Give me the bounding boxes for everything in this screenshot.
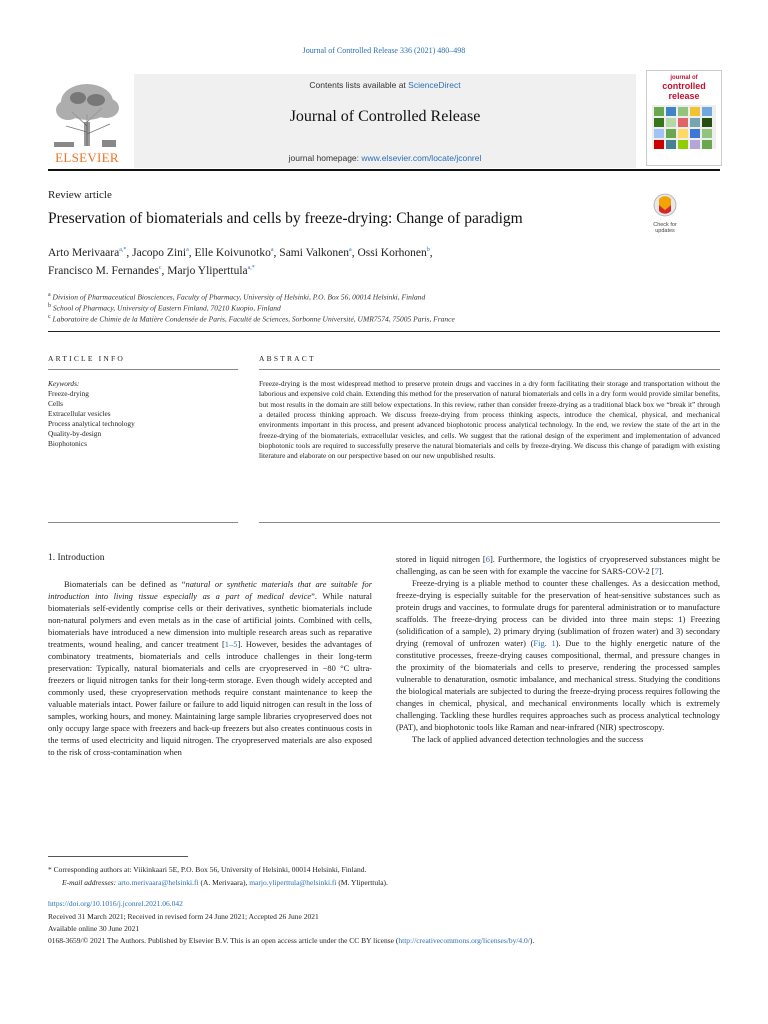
keyword-item[interactable]: Quality-by-design (48, 429, 102, 438)
text-run: ”. While natural biomaterials self-evidently comprise cells or their derivatives, synthetic biomaterials include non-natural polymers and even metals as in the case of artificial joints. Combined with cells, biomaterials have introduced a new dimension into multiple research areas such as reparative treatments, wound healing, and cancer treatment [ (48, 591, 372, 650)
check-updates-line-2: updates (655, 228, 675, 234)
text-run: ]. However, besides the advantages of combinatory treatments, biomaterials and cells introduce challenges in their long-term preservation: Typically, natural biomaterials and cells are cryopreserved in −80 °C ultra-freezers or liquid nitrogen tanks for their long-term storage. Even though widely accepted and commonly used, these cryopreservation methods require constant maintenance to keep the valuable materials intact. Power failure or failure to add liquid nitrogen can result in the loss of samples, working hours, and money. Maintaining large sample libraries cryopreserved does not only occupy large space with freezers and back-up freezers but also creates continuous costs in the terms of used electricity and liquid nitrogen. The cryopreserved materials are also exposed to the risk of cross-contamination when (48, 639, 372, 758)
author-name[interactable]: Ossi Korhonen (357, 247, 427, 259)
keywords-title: Keywords: (48, 379, 80, 388)
abstract-rule-bottom (259, 522, 720, 523)
text-run: Biomaterials can be defined as “ (64, 579, 186, 589)
cover-line-3: release (668, 91, 700, 101)
intro-paragraph-3: The lack of applied advanced detection technologies and the success (412, 734, 644, 745)
reference-link[interactable]: 7 (654, 566, 659, 577)
author-affiliation-mark[interactable]: a,* (247, 265, 255, 272)
figure-link[interactable]: Fig. 1 (533, 638, 556, 649)
abstract-rule (259, 369, 720, 370)
article-info-heading: ARTICLE INFO (48, 354, 125, 363)
received-dates: Received 31 March 2021; Received in revised form 24 June 2021; Accepted 26 June 2021 (48, 912, 319, 921)
author-affiliation-mark[interactable]: c (158, 265, 162, 272)
footnote-text: Corresponding authors at: Viikinkaari 5E, P.O. Box 56, University of Helsinki, 00014 Helsinki, Finland. (53, 865, 367, 874)
affiliation-mark: a (48, 292, 51, 298)
header-divider (48, 169, 720, 171)
elsevier-wordmark: ELSEVIER (55, 150, 119, 165)
affiliations-divider (48, 331, 720, 332)
article-title: Preservation of biomaterials and cells by freeze-drying: Change of paradigm (48, 210, 523, 227)
email-owner: (M. Yliperttula). (338, 878, 388, 887)
keyword-item[interactable]: Freeze-drying (48, 389, 89, 398)
text-run: ]. (658, 566, 664, 577)
author-list-line-1: Arto Merivaara$^{a,*}$, Jacopo Zini$^a$, Elle Koivunotko$^a$, Sami Valkonen$^a$, Ossi Korhonen$^b$, (48, 247, 433, 259)
reference-link[interactable]: 1–5 (224, 639, 238, 650)
text-run: ). Due to the highly energetic nature of the constitutive processes, freeze-drying causes compositional, thermal, and pressure changes in the proximity of the biomaterials and cells to preserve, rendering the processed samples vulnerable to denaturation, osmotic imbalance, and mechanical stress. Studying the conditions the biological materials are subjected to during the freeze-drying process requires following the changes in chemical, physical, and mechanical environments locally which is extremely challenging. Tackling these hurdles requires approaches such as process analytical technology (PAT), and biophotonic tools like Raman and near-infrared (NIR) spectroscopy. (396, 638, 720, 733)
journal-citation[interactable]: Journal of Controlled Release 336 (2021) 480–498 (302, 46, 466, 55)
author-name[interactable]: Jacopo Zini (132, 247, 187, 259)
author-list-line-2: Francisco M. Fernandes$^c$, Marjo Yliperttula$^{a,*}$ (48, 265, 255, 277)
journal-homepage-line (134, 153, 636, 163)
body-column-left (48, 578, 372, 758)
text-run: Freeze-drying is a pliable method to counter these challenges. As a desiccation method, freeze-drying is especially suitable for the preservation of heat-sensitive substances such as protein drugs and vaccines, to formulate drugs for parenteral administration or to manufacture scaffolds. The freeze-drying process can be divided into three main steps: 1) Freezing (solidification of a sample), 2) primary drying (sublimation of frozen water) and 3) secondary drying (removal of unfrozen water) ( (396, 578, 720, 649)
cover-line-1: journal of (670, 75, 698, 81)
check-updates-line-1: Check for (653, 222, 677, 228)
text-run: stored in liquid nitrogen [ (396, 554, 486, 564)
section-heading-introduction: 1. Introduction (48, 553, 105, 563)
keyword-item[interactable]: Extracellular vesicles (48, 409, 111, 418)
email-addresses-note (62, 878, 388, 887)
journal-title: Journal of Controlled Release (289, 108, 481, 125)
doi-link[interactable]: https://doi.org/10.1016/j.jconrel.2021.06.042 (48, 899, 183, 908)
license-link[interactable]: http://creativecommons.org/licenses/by/4.0/ (398, 936, 530, 945)
homepage-link[interactable]: www.elsevier.com/locate/jconrel (361, 153, 482, 163)
affiliation-a (48, 292, 425, 302)
intro-paragraph-continued (396, 553, 720, 577)
footnote-marker: * (48, 865, 52, 874)
license-statement (48, 936, 534, 945)
email-link[interactable]: arto.merivaara@helsinki.fi (117, 878, 199, 887)
author-affiliation-mark[interactable]: a (270, 247, 274, 254)
author-affiliation-mark[interactable]: a (349, 247, 352, 254)
contents-available-line (134, 80, 636, 90)
reference-link[interactable]: 6 (485, 554, 490, 564)
cover-line-2: controlled (662, 81, 706, 91)
keyword-item[interactable]: Biophotonics (48, 439, 87, 448)
author-affiliation-mark[interactable]: a,* (119, 247, 127, 254)
check-for-updates-label (645, 222, 685, 234)
affiliation-b (48, 303, 281, 313)
email-owner: (A. Merivaara), (200, 878, 248, 887)
author-affiliation-mark[interactable]: a (186, 247, 189, 254)
email-link[interactable]: marjo.yliperttula@helsinki.fi (249, 878, 337, 887)
contents-prefix: Contents lists available at (309, 80, 409, 90)
text-run: 0168-3659/© 2021 The Authors. Published by Elsevier B.V. This is an open access article under the CC BY license ( (48, 936, 399, 945)
affiliation-text: Division of Pharmaceutical Biosciences, Faculty of Pharmacy, University of Helsinki, P.O. Box 56, 00014 Helsinki, Finland (52, 292, 426, 302)
author-name[interactable]: Sami Valkonen (279, 247, 350, 259)
author-name[interactable]: Elle Koivunotko (194, 247, 271, 259)
sciencedirect-link[interactable]: ScienceDirect (408, 80, 461, 90)
quoted-definition: natural or synthetic materials that are suitable for introduction into living tissue especially as a part of medical device (48, 579, 372, 602)
available-online-date: Available online 30 June 2021 (48, 924, 140, 933)
article-info-rule (48, 369, 238, 370)
affiliation-c (48, 314, 455, 324)
affiliation-text: Laboratoire de Chimie de la Matière Condensée de Paris, Faculté de Sciences, Sorbonne Université, UMR7574, 75005 Paris, France (52, 314, 455, 324)
email-label: E-mail addresses: (62, 878, 117, 887)
article-info-rule-bottom (48, 522, 238, 523)
keywords-block (48, 379, 238, 449)
cover-image-grid (652, 105, 716, 149)
affiliation-mark: b (48, 303, 51, 309)
keyword-item[interactable]: Cells (48, 399, 63, 408)
intro-paragraph-2 (396, 577, 720, 733)
homepage-prefix: journal homepage: (288, 153, 362, 163)
keyword-item[interactable]: Process analytical technology (48, 419, 135, 428)
author-affiliation-mark[interactable]: b (426, 247, 430, 254)
abstract-heading: ABSTRACT (259, 354, 316, 363)
text-run: ). (529, 936, 535, 945)
author-name[interactable]: Francisco M. Fernandes (48, 265, 159, 277)
text-run: ]. Furthermore, the logistics of cryopreserved substances might be challenging, as can be seen with for example the vaccine for SARS-COV-2 [ (396, 554, 720, 577)
footnote-divider (48, 856, 188, 857)
corresponding-author-note (48, 865, 366, 874)
intro-paragraph-1 (48, 578, 372, 758)
author-name[interactable]: Marjo Yliperttula (167, 265, 248, 277)
article-type: Review article (48, 189, 112, 201)
abstract-text: Freeze-drying is the most widespread method to preserve protein drugs and vaccines in a dry form facilitating their storage and transportation without the laborious and expensive cold chain. Extending this method for the preservation of natural biomaterials and cells in a dry form would provide similar benefits, but most results in the domain are still below expectations. In this review, rather than consider freeze-drying as a traditional black box we “break it” through a detailed process thinking approach. We discuss freeze-drying from process thinking aspects, introduce the chemical, physical, and mechanical environments important in this process, and present advanced biophotonic process analytical technology. In the end, we review the state of the art in the freeze-drying of the biomaterials, extracellular vesicles, and cells. We suggest that the rational design of the experiment and implementation of advanced biophotonic tools are required to successfully preserve the natural biomaterials and cells by freeze-drying. We discuss this change of paradigm with existing literature and elaborate on our perspective based on our new unpublished results. (259, 379, 720, 461)
affiliation-mark: c (48, 314, 51, 320)
author-name[interactable]: Arto Merivaara (48, 247, 120, 259)
body-column-right (396, 553, 720, 746)
journal-cover-thumbnail[interactable] (646, 70, 722, 166)
affiliation-text: School of Pharmacy, University of Eastern Finland, 70210 Kuopio, Finland (52, 303, 281, 313)
